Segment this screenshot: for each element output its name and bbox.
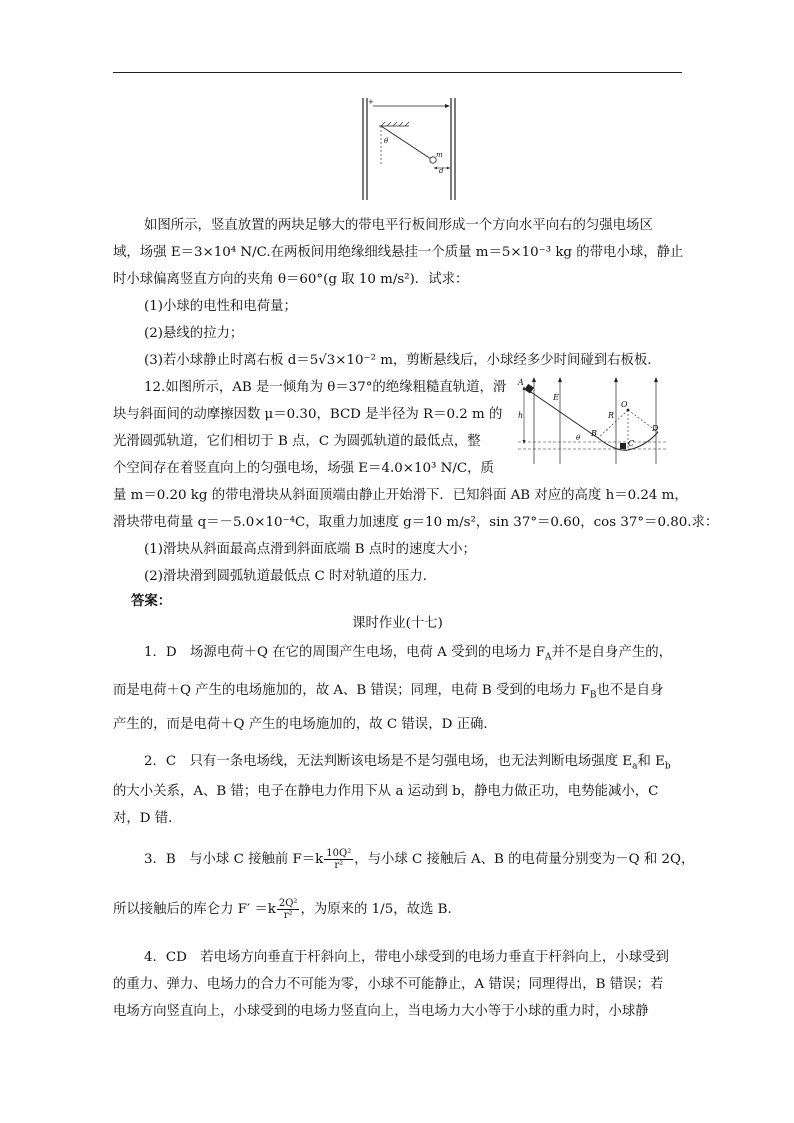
fraction-2q2-r2: $\frac{\text{2Q²}}{\text{r²}}$	[278, 898, 298, 921]
p12-line4: 个空间存在着竖直向上的匀强电场，场强 E＝4.0×10³ N/C，质	[113, 461, 494, 476]
p12-line3: 光滑圆弧轨道，它们相切于 B 点，C 为圆弧轨道的最低点，整	[113, 434, 481, 449]
answer-4-line3: 电场方向竖直向上，小球受到的电场力竖直向上，当电场力大小等于小球的重力时，小球静	[113, 1004, 649, 1019]
p11-stem-line2: 域，场强 E＝3×10⁴ N/C.在两板间用绝缘细线悬挂一个质量 m＝5×10⁻³ kg 的带电小球，静止	[113, 245, 684, 260]
answer-1-line3: 产生的，而是电荷＋Q 产生的电场施加的，故 C 错误，D 正确．	[113, 717, 497, 732]
r-label: R	[608, 411, 615, 420]
answer-1-line1: 1．D 场源电荷＋Q 在它的周围产生电场，电荷 A 受到的电场力 $F_A$并不是自身产生的，	[144, 645, 673, 663]
theta-label: θ	[384, 137, 389, 145]
answer-2-line2: 的大小关系，A、B 错；电子在静电力作用下从 a 运动到 b，静电力做正功，电势能减小，C	[113, 784, 659, 799]
answer-3-line2: 所以接触后的库仑力 F′ ＝k $\frac{\text{2Q²}}{\text{r²}}$ ，为原来的 1/5，故选 B.	[113, 898, 452, 921]
section-title: 课时作业(十七)	[352, 616, 443, 631]
p11-question-1: (1)小球的电性和电荷量；	[144, 299, 297, 314]
pendulum-plates-figure	[359, 96, 465, 202]
answer-4-line2: 的重力、弹力、电场力的合力不可能为零，小球不可能静止，A 错误；同理得出，B 错误；若	[113, 977, 664, 992]
p12-line2: 块与斜面间的动摩擦因数 μ＝0.30，BCD 是半径为 R＝0.2 m 的	[113, 407, 503, 422]
p11-stem-line1: 如图所示，竖直放置的两块足够大的带电平行板间形成一个方向水平向右的匀强电场区	[144, 218, 653, 233]
mass-label: m	[436, 151, 443, 159]
fraction-10q2-r2: $\frac{\text{10Q²}}{\text{r²}}$	[326, 848, 352, 871]
answer-3-line1: 3．B 与小球 C 接触前 F＝k $\frac{\text{10Q²}}{\text{r²}}$ ，与小球 C 接触后 A、B 的电荷量分别变为－Q 和 2Q，	[144, 848, 695, 871]
p11-question-2: (2)悬线的拉力；	[144, 326, 244, 341]
answer-2-line1: 2．C 只有一条电场线，无法判断该电场是不是匀强电场，也无法判断电场强度 $E_a$和 $E_b$	[144, 754, 671, 772]
o-label: O	[621, 400, 628, 409]
answer-2-line3: 对，D 错．	[113, 811, 182, 826]
h-label: h	[518, 411, 524, 420]
distance-label: d	[439, 167, 444, 175]
p11-question-3: (3)若小球静止时离右板 d＝5√3×10⁻² m，剪断悬线后，小球经多少时间碰到右板板．	[144, 353, 661, 368]
p11-stem-line3: 时小球偏离竖直方向的夹角 θ＝60°(g 取 10 m/s²)．试求：	[113, 272, 469, 287]
p12-question-2: (2)滑块滑到圆弧轨道最低点 C 时对轨道的压力．	[144, 569, 437, 584]
b-label: B	[591, 429, 597, 438]
p12-line1: 12.如图所示，AB 是一倾角为 θ＝37°的绝缘粗糙直轨道，滑	[144, 380, 507, 395]
theta-label: θ	[576, 434, 581, 442]
answer-1-line2: 而是电荷＋Q 产生的电场施加的，故 A、B 错误；同理，电荷 B 受到的电场力 $F_B$也不是自身	[113, 683, 664, 701]
p12-question-1: (1)滑块从斜面最高点滑到斜面底端 B 点时的速度大小；	[144, 542, 476, 557]
answer-4-line1: 4．CD 若电场方向垂直于杆斜向上，带电小球受到的电场力垂直于杆斜向上，小球受到	[144, 950, 669, 965]
answers-label: 答案：	[131, 593, 172, 609]
c-label: C	[628, 439, 635, 448]
d-label: D	[652, 424, 659, 433]
a-label: A	[518, 378, 524, 387]
p12-line6: 滑块带电荷量 q＝－5.0×10⁻⁴C，取重力加速度 g＝10 m/s²，sin 37°＝0.60，cos 37°＝0.80.求：	[113, 515, 719, 530]
e-label: E	[553, 393, 559, 402]
header-rule	[113, 72, 682, 73]
p12-line5: 量 m＝0.20 kg 的带电滑块从斜面顶端由静止开始滑下．已知斜面 AB 对应的高度 h＝0.24 m，	[113, 488, 688, 503]
plus-sign: +	[368, 98, 374, 106]
incline-arc-figure	[506, 376, 672, 468]
